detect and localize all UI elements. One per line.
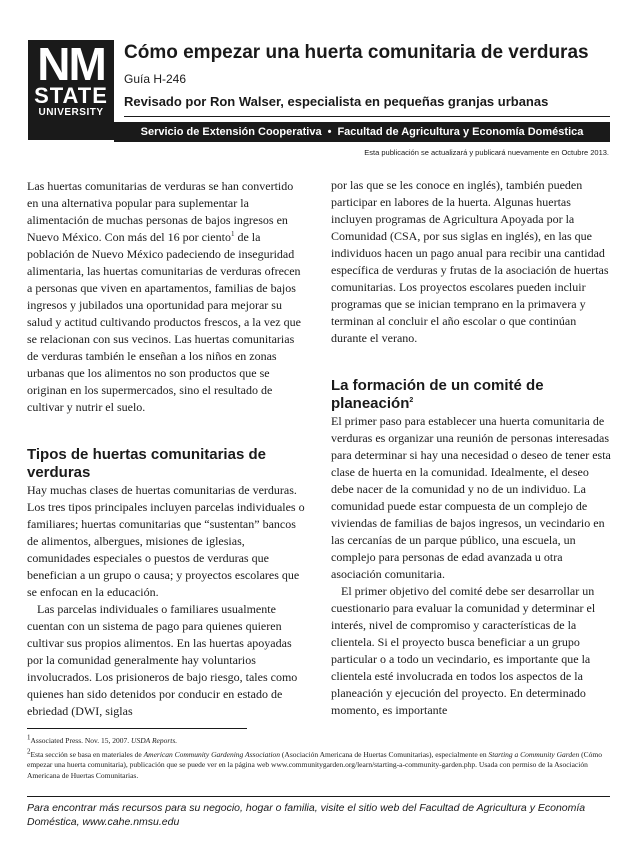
- footnote-1-source: USDA Reports.: [131, 736, 178, 745]
- footnote-2-title: Starting a Community Garden: [488, 749, 580, 759]
- footnote-2-text-a: Esta sección se basa en materiales de: [30, 749, 142, 759]
- page-title: Cómo empezar una huerta comunitaria de verduras: [124, 42, 589, 63]
- banner-college: Facultad de Agricultura y Economía Doméstica: [337, 126, 584, 138]
- footnote-1-text: Associated Press. Nov. 15, 2007.: [30, 736, 130, 745]
- footnote-2: [27, 747, 602, 782]
- csa-paragraph: por las que se les conoce en inglés), también pueden participar en labores de la huerta. Algunas huertas incluyen programas de Agricultura Apoyada por la Comunidad (CSA, por sus siglas en inglés), en las que individuos hacen un pago anual para recibir una cantidad específica de verduras y frutas de la asociación de huertas comunitarias. Los proyectos escolares pueden incluir programas que se inician temprano en la primavera y terminan al concluir el año escolar o que continúan durante el verano.: [331, 178, 609, 345]
- update-note: Esta publicación se actualizará y publicará nuevamente en Octubre 2013.: [364, 148, 609, 157]
- committee-paragraph: El primer paso para establecer una huerta comunitaria de verduras es organizar una reunión de personas interesadas para determinar si hay una necesidad o deseo de tener esta clase de huerta en la comunidad. Idealmente, el deseo debe nacer de la comunidad y no de un individuo. La comunidad puede estar compuesta de un complejo de viviendas de familias de bajos ingresos, un vecindario en las cercanías de un parque público, una escuela, un complejo para personas de edad avanzada u otra asociación comunitaria.: [331, 414, 611, 581]
- intro-text-b: de la población de Nuevo México padeciendo de inseguridad alimentaria, las huertas comunitarias de verduras ofrecen a personas que viven en apartamentos, familias de bajos ingresos y jubilados una oportunidad para mejorar su salud y actitud cultivando productos frescos, a la vez que se relacionan con sus vecinos. Las huertas comunitarias de verduras también le enseñan a los niños en zonas urbanas que los alimentos no son productos que se originan en los supermercados, sino el resultado de cultivar y nutrir el suelo.: [27, 230, 301, 414]
- intro-paragraph: [27, 178, 307, 416]
- footnote-1: [27, 733, 602, 747]
- footnote-ref-2: 2: [409, 397, 414, 404]
- logo-university: UNIVERSITY: [38, 107, 104, 118]
- left-column: [27, 178, 307, 720]
- footnote-2-org: American Community Gardening Association: [143, 749, 281, 759]
- section-heading-types: Tipos de huertas comunitarias de verduras: [27, 446, 266, 481]
- objective-paragraph: El primer objetivo del comité debe ser desarrollar un cuestionario para evaluar la comunidad y determinar el interés, nivel de compromiso y características de la clientela. Si el proyecto busca beneficiar a un grupo particular o a todo un vecindario, es importante que la clientela esté involucrada en todos los aspectos de la planeación y ejecución del proyecto. En determinado momento, es importante: [331, 584, 596, 717]
- nmsu-logo: [28, 40, 114, 140]
- footnote-1-number: 1: [27, 733, 31, 742]
- department-banner: [114, 122, 610, 142]
- footnote-2-text-c: (Cómo empezar una huerta comunitaria), publicación que se puede ver en la página web www.communitygarden.org/learn/starting-a-community-garden.php. Usada con permiso de la Asociación Americana de Huertas Comunitarias.: [27, 749, 602, 780]
- footnote-divider: [27, 728, 247, 729]
- plots-paragraph: Las parcelas individuales o familiares usualmente cuentan con un sistema de pago para quienes quieren cultivar sus propios alimentos. En las huertas apoyadas por la comunidad generalmente hay voluntarios involucrados. Los prisioneros de bajo riesgo, tales como quienes han sido detenidos por conducir en estado de ebriedad (DWI, siglas: [27, 602, 298, 718]
- logo-state: STATE: [34, 83, 108, 108]
- banner-extension: Servicio de Extensión Cooperativa: [140, 126, 322, 138]
- section-heading-committee: [331, 377, 612, 413]
- bottom-divider: [27, 796, 610, 797]
- footnotes: [27, 733, 602, 784]
- right-column: [331, 177, 612, 719]
- reviser-line: Revisado por Ron Walser, especialista en pequeñas granjas urbanas: [124, 94, 549, 109]
- committee-heading-text: La formación de un comité de planeación: [331, 377, 544, 412]
- banner-bullet: •: [327, 126, 332, 138]
- footnote-2-text-b: (Asociación Americana de Huertas Comunitarias), especialmente en: [281, 749, 487, 759]
- guide-number: Guía H-246: [124, 72, 187, 86]
- footnote-2-number: 2: [27, 747, 31, 755]
- intro-text-a: Las huertas comunitarias de verduras se han convertido en una alternativa popular para suplementar la alimentación de muchas personas de bajos ingresos en Nuevo México. Con más del 16 por ciento: [27, 179, 294, 244]
- logo-nm: NM: [37, 38, 105, 90]
- footnote-ref-1: 1: [230, 230, 235, 238]
- header-divider: [124, 116, 610, 117]
- types-paragraph: Hay muchas clases de huertas comunitarias de verduras. Los tres tipos principales incluyen parcelas individuales o familiares; huertas comunitarias que “sustentan” bancos de alimentos, albergues, misiones de iglesias, comunidades especiales o puestos de verduras que benefician a un grupo o causa; y proyectos escolares que se enfocan en la educación.: [27, 483, 305, 599]
- resources-note: Para encontrar más recursos para su negocio, hogar o familia, visite el sitio web del Facultad de Agricultura y Economía Doméstica, www.cahe.nmsu.edu: [27, 802, 586, 828]
